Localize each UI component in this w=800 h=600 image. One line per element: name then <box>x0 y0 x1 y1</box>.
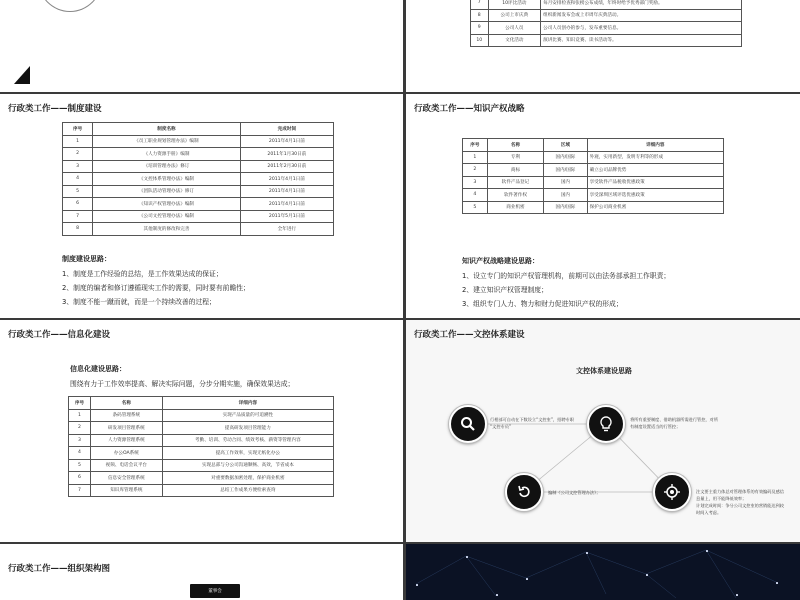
table-cell: 演讲比赛、知识竞赛、读书活动等。 <box>541 34 742 47</box>
idea-line: 2、建立知识产权管理制度； <box>462 286 548 294</box>
table-row <box>463 201 724 214</box>
table-header-cell: 名称 <box>487 139 544 152</box>
table-cell: 视频、电话会议平台 <box>90 459 162 472</box>
table-cell: 10评比活动 <box>488 0 541 9</box>
star <box>496 594 498 596</box>
table-cell: 《人力资源手册》编制 <box>93 148 241 161</box>
ideas-heading: 信息化建设思路： <box>70 365 126 373</box>
table-header-cell: 详细内容 <box>162 397 333 410</box>
star <box>416 584 418 586</box>
star <box>646 574 648 576</box>
table-cell: 5 <box>463 201 488 214</box>
slide-document-control <box>406 320 800 542</box>
decorative-circle <box>38 0 102 12</box>
table-cell: 软件产品登记 <box>487 176 544 189</box>
lightbulb-icon <box>587 405 625 443</box>
star <box>776 582 778 584</box>
table-cell: 5 <box>69 459 91 472</box>
slide-top-left <box>0 0 403 92</box>
table-cell: 2011年5月1日前 <box>240 210 333 223</box>
ideas-heading: 知识产权战略建设思路： <box>462 257 539 265</box>
table-header-cell: 制度名称 <box>93 123 241 136</box>
slide-ip-strategy <box>406 94 800 318</box>
table-cell: 提高研发项目管理能力 <box>162 422 333 435</box>
table-cell: 信息安全管理系统 <box>90 472 162 485</box>
table-cell: 2011年4月1日前 <box>240 173 333 186</box>
table-cell: 《知识产权管理办法》编制 <box>93 198 241 211</box>
table-cell: 知识库管理系统 <box>90 484 162 497</box>
table-header-row <box>63 123 334 136</box>
table-cell: 提高工作效率，实现无纸化办公 <box>162 447 333 460</box>
table-cell: 《文控体系管理办法》编制 <box>93 173 241 186</box>
table-cell: 10 <box>471 34 489 47</box>
table-row <box>69 484 334 497</box>
table-cell: 确立公司品牌优势 <box>587 164 723 177</box>
table-cell: 软件著作权 <box>487 189 544 202</box>
star <box>706 550 708 552</box>
table-row <box>463 151 724 164</box>
table-cell: 国内/国际 <box>544 164 587 177</box>
table-cell: 研发项目管理系统 <box>90 422 162 435</box>
table-cell: 2011年4月1日前 <box>240 135 333 148</box>
table-cell: 7 <box>69 484 91 497</box>
table-cell: 外观，实用新型，发明专利等的形成 <box>587 151 723 164</box>
idea-line: 2、制度的编者和修订遵循现实工作的需要，同时要有前瞻性； <box>62 284 250 292</box>
idea-line: 1、设立专门的知识产权管理机构，前期可以由法务部承担工作职责； <box>462 272 671 280</box>
table-cell: 总结工作成果方便检索查询 <box>162 484 333 497</box>
slide-title: 行政类工作——文控体系建设 <box>414 330 525 340</box>
table-row <box>463 176 724 189</box>
star <box>586 552 588 554</box>
table-cell: 考勤、培训、劳动合同、绩效考核、薪资等管理内容 <box>162 434 333 447</box>
table-cell: 其他制度的修改和完善 <box>93 223 241 236</box>
table-row <box>63 148 334 161</box>
table-cell: 6 <box>63 198 93 211</box>
table-cell: 3 <box>69 434 91 447</box>
table-cell: 商业机密 <box>487 201 544 214</box>
table-row <box>69 422 334 435</box>
star <box>736 594 738 596</box>
slide-info-building <box>0 320 403 542</box>
table-row <box>63 185 334 198</box>
idea-line: 3、制度不能一蹴而就，而是一个持续改善的过程； <box>62 298 216 306</box>
table-cell: 9 <box>471 22 489 35</box>
table-cell: 国内/国际 <box>544 201 587 214</box>
table-row <box>471 22 742 35</box>
table-cell: 8 <box>63 223 93 236</box>
table-cell: 5 <box>63 185 93 198</box>
table-header-cell: 详细内容 <box>587 139 723 152</box>
search-icon <box>449 405 487 443</box>
table-cell: 公司人员创办的参与，发布重要信息。 <box>541 22 742 35</box>
slide-title: 行政类工作——知识产权战略 <box>414 104 525 114</box>
table-row <box>471 9 742 22</box>
table-row <box>63 223 334 236</box>
table-cell: 享受软件产品税收优惠政策 <box>587 176 723 189</box>
table-cell: 国内 <box>544 189 587 202</box>
table-cell: 享受深圳区域评选优惠政策 <box>587 189 723 202</box>
table-cell: 公司上市庆典 <box>488 9 541 22</box>
ideas-heading: 制度建设思路： <box>62 255 111 263</box>
star <box>526 578 528 580</box>
activity-table <box>470 0 742 47</box>
org-top-box: 董事会 <box>190 584 240 598</box>
table-row <box>63 135 334 148</box>
starfield-lines <box>406 544 800 600</box>
table-cell: 3 <box>463 176 488 189</box>
table-row <box>463 189 724 202</box>
table-cell: 2011年2月30日前 <box>240 160 333 173</box>
table-cell: 3 <box>63 160 93 173</box>
target-icon <box>653 473 691 511</box>
slide-system-building <box>0 94 403 318</box>
table-cell: 4 <box>63 173 93 186</box>
corner-triangle-icon <box>14 66 30 84</box>
table-cell: 对重要数据加密处理，保护商业机密 <box>162 472 333 485</box>
table-cell: 7 <box>63 210 93 223</box>
table-cell: 4 <box>69 447 91 460</box>
table-cell: 8 <box>471 9 489 22</box>
table-row <box>63 173 334 186</box>
table-row <box>63 198 334 211</box>
table-header-cell: 序号 <box>463 139 488 152</box>
table-cell: 1 <box>463 151 488 164</box>
table-cell: 6 <box>69 472 91 485</box>
idea-line: 围绕有力于工作效率提高、解决实际问题，分步分期实施，确保效果达成； <box>70 380 295 388</box>
table-header-cell: 区域 <box>544 139 587 152</box>
step-text: 注文要主重力体总对管理体系的有效编码及感信 息量上，用不能降低效率； 计划完成时间：争分公司文控室的营销能达到较 时间入考虑。 <box>696 489 784 515</box>
table-cell: 办公OA系统 <box>90 447 162 460</box>
table-row <box>69 447 334 460</box>
slide-starfield <box>406 544 800 600</box>
star <box>466 556 468 558</box>
table-row <box>63 160 334 173</box>
table-cell: 2 <box>69 422 91 435</box>
table-cell: 1 <box>63 135 93 148</box>
table-row <box>69 434 334 447</box>
table-row <box>471 0 742 9</box>
table-cell: 2011年4月1日前 <box>240 198 333 211</box>
table-cell: 国内 <box>544 176 587 189</box>
slide-org-chart <box>0 544 403 600</box>
table-cell: 文化活动 <box>488 34 541 47</box>
table-cell: 条码管理系统 <box>90 409 162 422</box>
table-cell: 每月安排检查和张榜公布成绩，年终时给予优秀部门奖励。 <box>541 0 742 9</box>
table-row <box>63 210 334 223</box>
table-cell: 2 <box>463 164 488 177</box>
table-cell: 《团队活动管理办法》修订 <box>93 185 241 198</box>
idea-line: 3、组织专门人力、物力和财力促进知识产权的形成； <box>462 300 623 308</box>
step-text: 将所有重要制度、借助机器所需进行管控，对所 有制度设置适当的行管控； <box>630 417 718 429</box>
table-cell: 公司人员 <box>488 22 541 35</box>
table-cell: 1 <box>69 409 91 422</box>
table-row <box>463 164 724 177</box>
slide-top-right <box>406 0 800 92</box>
table-header-cell: 完成时间 <box>240 123 333 136</box>
table-cell: 2 <box>63 148 93 161</box>
idea-line: 1、制度是工作经验的总结，是工作效果达成的保证； <box>62 270 223 278</box>
table-header-cell: 名称 <box>90 397 162 410</box>
table-cell: 《公司文控管理办法》编制 <box>93 210 241 223</box>
slide-title: 行政类工作——组织架构图 <box>8 564 111 574</box>
table-cell: 国内/国际 <box>544 151 587 164</box>
step-text: 行相部可自动在下数设立“文控室”，招聘专职 “文控专员” <box>490 417 574 429</box>
table-cell: 全年进行 <box>240 223 333 236</box>
table-row <box>69 409 334 422</box>
table-cell: 4 <box>463 189 488 202</box>
table-row <box>471 34 742 47</box>
table-header-cell: 序号 <box>63 123 93 136</box>
refresh-icon <box>505 473 543 511</box>
slide-title: 行政类工作——信息化建设 <box>8 330 111 340</box>
table-header-cell: 序号 <box>69 397 91 410</box>
slide-title: 行政类工作——制度建设 <box>8 104 102 114</box>
ip-table <box>462 138 724 214</box>
table-cell: 保护公司商业机密 <box>587 201 723 214</box>
table-cell: 《员工职业规划管理办法》编制 <box>93 135 241 148</box>
table-cell: 实现总部与分公司沟通顺畅、高效，节省成本 <box>162 459 333 472</box>
table-cell: 专利 <box>487 151 544 164</box>
table-row <box>69 459 334 472</box>
table-row <box>69 472 334 485</box>
step-text: 编制《公司文控管理办法》； <box>548 490 601 495</box>
table-cell: 实现产品质量的可追溯性 <box>162 409 333 422</box>
table-cell: 2011年1月30日前 <box>240 148 333 161</box>
table-cell: 人力资源管理系统 <box>90 434 162 447</box>
table-cell: 组织新闻发布会或上市周年庆典活动。 <box>541 9 742 22</box>
diagram-title: 文控体系建设思路 <box>576 367 632 375</box>
table-cell: 商标 <box>487 164 544 177</box>
system-table <box>62 122 334 236</box>
table-cell: 2011年4月1日前 <box>240 185 333 198</box>
table-header-row <box>463 139 724 152</box>
table-header-row <box>69 397 334 410</box>
info-table <box>68 396 334 497</box>
table-cell: 《培训管理办法》修订 <box>93 160 241 173</box>
table-cell: 7 <box>471 0 489 9</box>
